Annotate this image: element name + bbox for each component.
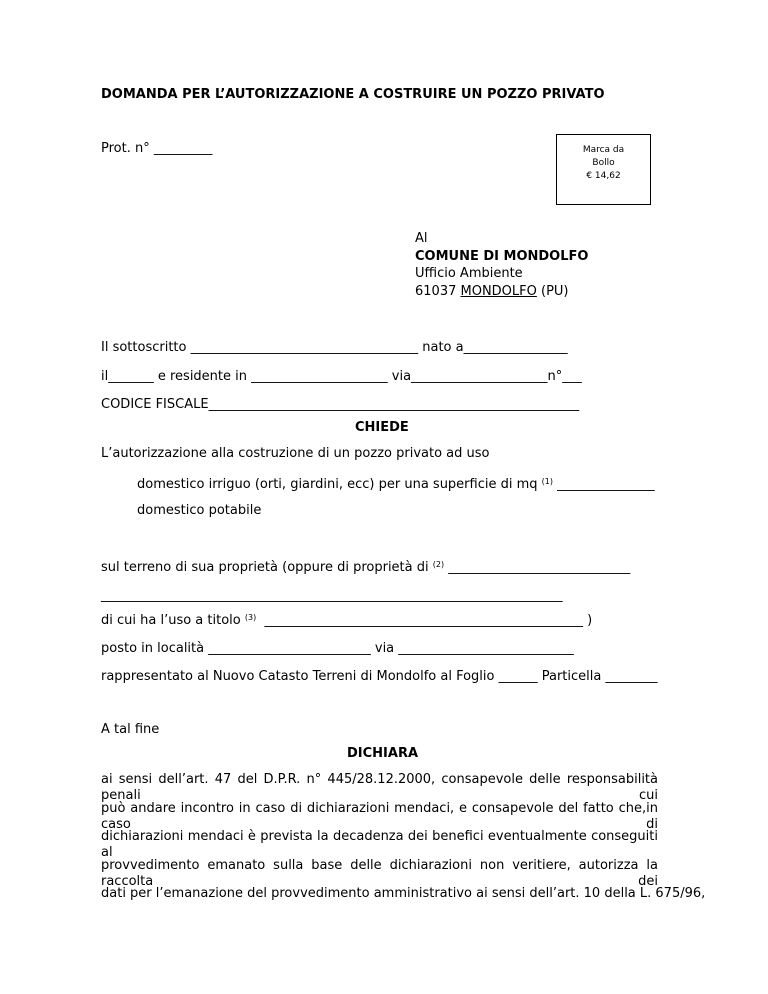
- declaration-line-last: dati per l’emanazione del provvedimento amministrativo ai sensi dell’art. 10 della L. 675/96,: [101, 886, 706, 901]
- revenue-stamp-box: [556, 134, 651, 205]
- residence-field: il_______ e residente in _____________________ via_____________________n°___: [101, 369, 582, 384]
- address-cap: 61037: [415, 284, 461, 299]
- stamp-line: Marca da: [582, 145, 625, 155]
- declaration-line: provvedimento emanato sulla base delle dichiarazioni non veritiere, autorizza la raccolta dei: [101, 858, 658, 889]
- authorization-text: L’autorizzazione alla costruzione di un pozzo privato ad uso: [101, 446, 490, 461]
- dichiara-heading: DICHIARA: [347, 746, 419, 761]
- irrigation-use-label: domestico irriguo (orti, giardini, ecc) per una superficie di mq: [137, 477, 542, 492]
- footnote-ref: (1): [541, 477, 553, 486]
- cadastre-field: rappresentato al Nuovo Catasto Terreni di Mondolfo al Foglio ______ Particella ________: [101, 669, 658, 684]
- protocol-number-field: Prot. n° _________: [101, 141, 213, 156]
- title-of-use-label: di cui ha l’uso a titolo: [101, 613, 245, 628]
- owner-field: ____________________________: [444, 560, 631, 575]
- potable-use-option: domestico potabile: [137, 503, 262, 518]
- land-ownership-field: [101, 560, 630, 576]
- declaration-line: dichiarazioni mendaci è prevista la decadenza dei benefici eventualmente conseguiti al: [101, 829, 658, 860]
- address-comune: COMUNE DI MONDOLFO: [415, 249, 589, 264]
- surface-field: _______________: [553, 477, 655, 492]
- sottoscritto-field: Il sottoscritto ___________________________________ nato a________________: [101, 340, 568, 355]
- a-tal-fine-text: A tal fine: [101, 722, 160, 737]
- title-of-use-field: [101, 613, 592, 629]
- footnote-ref: (2): [432, 560, 445, 569]
- stamp-line: Bollo: [592, 158, 615, 168]
- document-title: DOMANDA PER L’AUTORIZZAZIONE A COSTRUIRE UN POZZO PRIVATO: [101, 87, 605, 102]
- address-province: (PU): [536, 284, 569, 299]
- owner-field-line2: _______________________________________________________________________: [101, 588, 563, 603]
- stamp-line: € 14,62: [586, 171, 621, 181]
- irrigation-use-option: [137, 477, 655, 493]
- address-city: MONDOLFO: [460, 284, 537, 299]
- chiede-heading: CHIEDE: [355, 420, 409, 435]
- title-of-use-blank: _________________________________________________ ): [256, 613, 593, 628]
- fiscal-code-field: CODICE FISCALE_________________________________________________________: [101, 397, 580, 412]
- location-field: posto in località _________________________ via ___________________________: [101, 641, 574, 656]
- land-ownership-label: sul terreno di sua proprietà (oppure di proprietà di: [101, 560, 433, 575]
- declaration-line: ai sensi dell’art. 47 del D.P.R. n° 445/28.12.2000, consapevole delle responsabilità penali cui: [101, 772, 658, 803]
- address-al: Al: [415, 231, 428, 246]
- address-ufficio: Ufficio Ambiente: [415, 266, 523, 281]
- address-city-line: [415, 284, 569, 299]
- declaration-line: può andare incontro in caso di dichiarazioni mendaci, e consapevole del fatto che,in caso di: [101, 801, 658, 832]
- footnote-ref: (3): [244, 613, 257, 622]
